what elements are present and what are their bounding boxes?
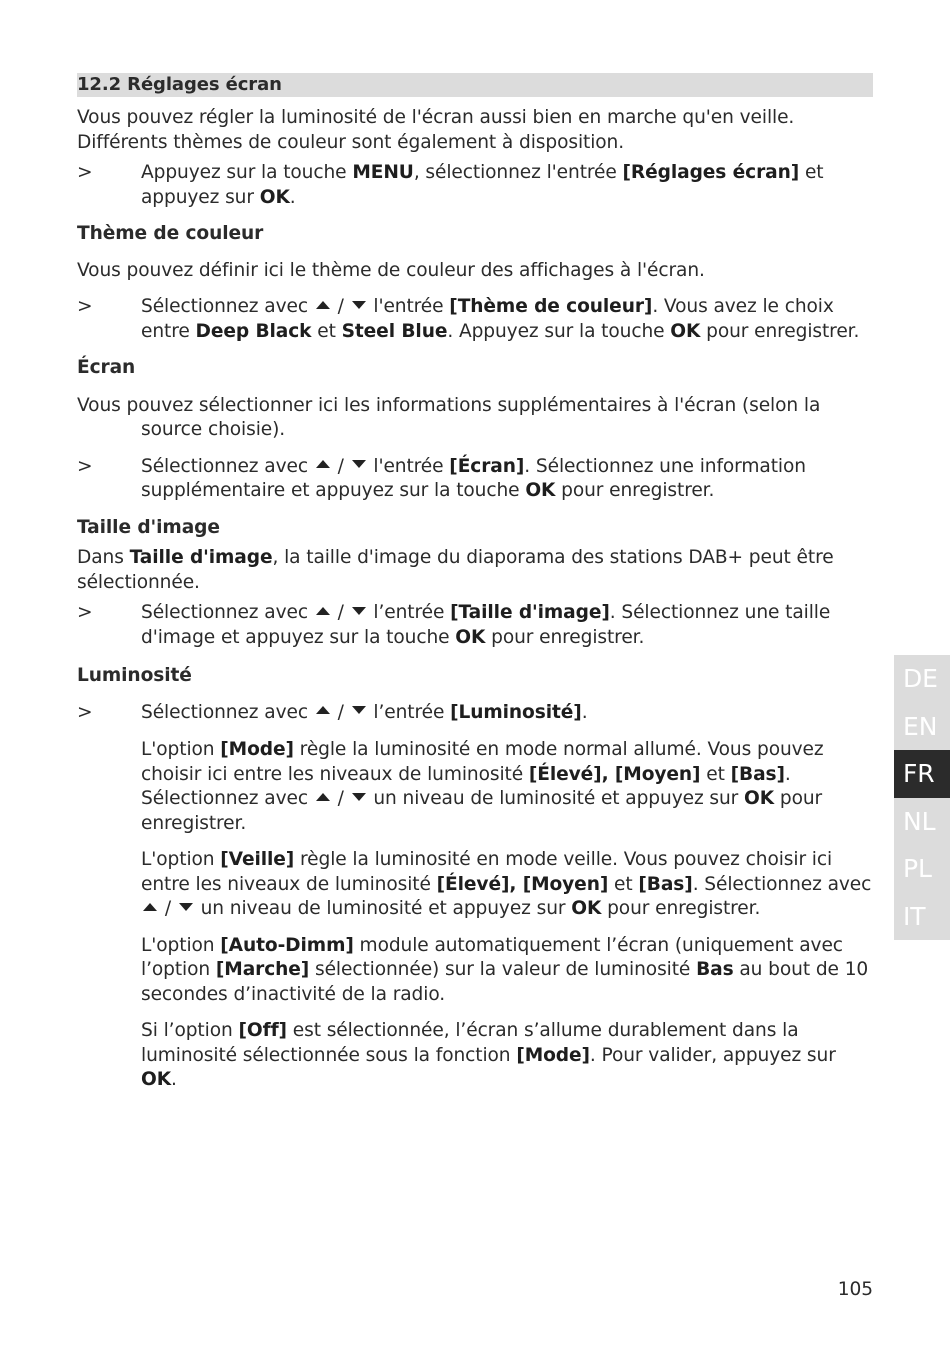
arrow-down-icon xyxy=(352,607,366,615)
arrow-up-icon xyxy=(143,903,157,911)
arrow-down-icon xyxy=(352,301,366,309)
page-content xyxy=(77,73,873,1093)
instruction-menu: > Appuyez sur la touche MENU, sélectionnez l'entrée [Réglages écran] et appuyez sur OK. xyxy=(77,162,824,208)
arrow-up-icon xyxy=(316,607,330,615)
theme-description: Vous pouvez définir ici le thème de couleur des affichages à l'écran. xyxy=(77,259,705,281)
arrow-up-icon xyxy=(316,793,330,801)
heading-theme: Thème de couleur xyxy=(77,223,264,244)
arrow-up-icon xyxy=(316,301,330,309)
option-off: Si l’option [Off] est sélectionnée, l’écran s’allume durablement dans la luminosité sélectionnée sous la fonction [Mode]. Pour valider, appuyez sur OK. xyxy=(141,1020,836,1090)
bullet-marker: > xyxy=(77,296,93,317)
arrow-down-icon xyxy=(179,903,193,911)
bullet-marker: > xyxy=(77,602,93,623)
option-auto-dimm: L'option [Auto-Dimm] module automatiquement l’écran (uniquement avec l’option [Marche] sélectionnée) sur la valeur de luminosité Bas au bout de 10 secondes d’inactivité de la radio. xyxy=(141,934,869,1005)
instruction-theme: > Sélectionnez avec / l'entrée [Thème de couleur]. Vous avez le choix entre Deep Black et Steel Blue. Appuyez sur la touche OK pour enregistrer. xyxy=(77,296,860,342)
heading-ecran: Écran xyxy=(77,357,136,378)
page-number: 105 xyxy=(837,1279,873,1300)
taille-description: Dans Taille d'image, la taille d'image du diaporama des stations DAB+ peut être sélectionnée. xyxy=(77,547,834,593)
tab-language-nl[interactable]: NL xyxy=(894,798,950,846)
tab-language-fr[interactable]: FR xyxy=(894,750,950,798)
bullet-marker: > xyxy=(77,162,93,183)
language-tabs xyxy=(894,655,950,940)
tab-language-en[interactable]: EN xyxy=(894,703,950,751)
arrow-down-icon xyxy=(352,706,366,714)
arrow-up-icon xyxy=(316,706,330,714)
arrow-down-icon xyxy=(352,460,366,468)
section-title: 12.2 Réglages écran xyxy=(77,73,873,97)
heading-taille: Taille d'image xyxy=(77,516,220,538)
arrow-up-icon xyxy=(316,460,330,468)
instruction-ecran: > Sélectionnez avec / l'entrée [Écran]. Sélectionnez une information supplémentaire et appuyez sur la touche OK pour enregistrer. xyxy=(77,455,806,501)
arrow-down-icon xyxy=(352,793,366,801)
bullet-marker: > xyxy=(77,701,93,723)
tab-language-pl[interactable]: PL xyxy=(894,845,950,893)
intro-paragraph: Vous pouvez régler la luminosité de l'écran aussi bien en marche qu'en veille. Différents thèmes de couleur sont également à disposition. xyxy=(77,107,795,153)
instruction-luminosite: > Sélectionnez avec / l’entrée [Luminosité]. xyxy=(77,701,873,726)
tab-language-it[interactable]: IT xyxy=(894,893,950,941)
option-mode: L'option [Mode] règle la luminosité en mode normal allumé. Vous pouvez choisir ici entre les niveaux de luminosité [Élevé], [Moyen] et [Bas]. Sélectionnez avec / un niveau de luminosité et appuyez sur OK pour enregistrer. xyxy=(141,739,824,834)
heading-luminosite: Luminosité xyxy=(77,665,192,686)
bullet-marker: > xyxy=(77,455,93,477)
ecran-description: Vous pouvez sélectionner ici les informations supplémentaires à l'écran (selon la source choisie). xyxy=(77,394,821,440)
option-veille: L'option [Veille] règle la luminosité en mode veille. Vous pouvez choisir ici entre les niveaux de luminosité [Élevé], [Moyen] et [Bas]. Sélectionnez avec / un niveau de luminosité et appuyez sur OK pour enregistrer. xyxy=(141,849,872,919)
tab-language-de[interactable]: DE xyxy=(894,655,950,703)
instruction-taille: > Sélectionnez avec / l’entrée [Taille d'image]. Sélectionnez une taille d'image et appuyez sur la touche OK pour enregistrer. xyxy=(77,602,831,648)
